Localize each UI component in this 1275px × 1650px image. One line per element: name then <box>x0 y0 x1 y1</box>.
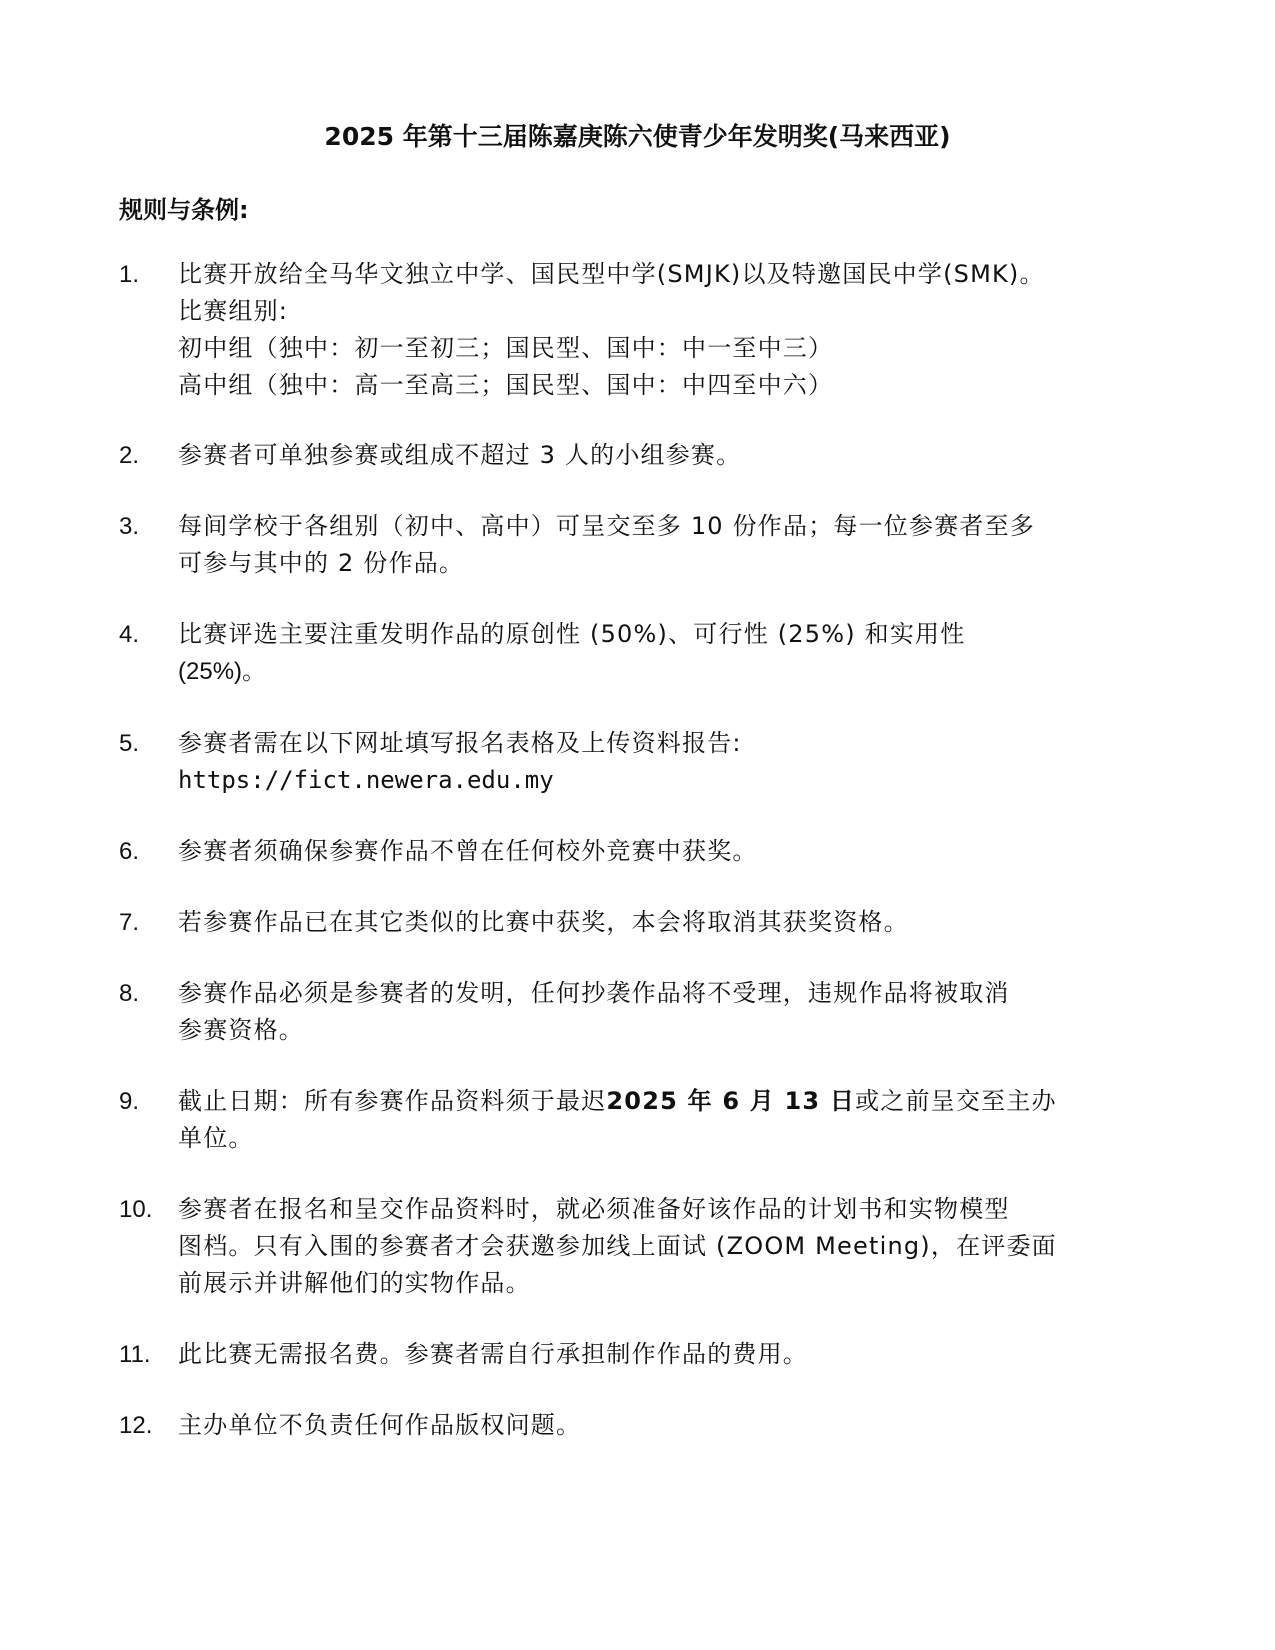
rule-item-1 <box>119 256 1169 404</box>
rule-line: 比赛组别: <box>178 297 289 325</box>
rule-item-10 <box>119 1191 1169 1302</box>
rule-text <box>178 616 1168 690</box>
rule-line: 参赛者在报名和呈交作品资料时，就必须准备好该作品的计划书和实物模型 <box>178 1195 1010 1223</box>
rule-text <box>178 833 1168 870</box>
rule-line: 参赛者须确保参赛作品不曾在任何校外竞赛中获奖。 <box>178 837 758 865</box>
rule-text <box>178 1191 1168 1302</box>
rule-line: 高中组（独中：高一至高三；国民型、国中：中四至中六） <box>178 371 834 399</box>
rule-text <box>178 256 1168 404</box>
deadline-suffix: 或之前呈交至主办 <box>855 1087 1057 1115</box>
rule-item-7 <box>119 904 1169 941</box>
rule-item-11 <box>119 1336 1169 1373</box>
rule-line: 参赛资格。 <box>178 1016 304 1044</box>
page-title: 2025 年第十三届陈嘉庚陈六使青少年发明奖(马来西亚) <box>324 122 951 151</box>
rule-text <box>178 1083 1168 1157</box>
rule-line: 比赛评选主要注重发明作品的原创性 (50%)、可行性 (25%) 和实用性 <box>178 620 966 648</box>
rule-item-5 <box>119 725 1169 799</box>
rule-line <box>178 1083 1168 1120</box>
rule-item-8 <box>119 975 1169 1049</box>
registration-url: https://fict.newera.edu.my <box>178 766 554 794</box>
rule-text <box>178 1336 1168 1373</box>
rule-item-3 <box>119 508 1169 582</box>
rule-number: 9. <box>119 1088 140 1115</box>
section-heading: 规则与条例: <box>119 196 249 224</box>
rule-line: 前展示并讲解他们的实物作品。 <box>178 1269 531 1297</box>
rule-number: 6. <box>119 838 140 865</box>
rule-line: 可参与其中的 2 份作品。 <box>178 549 465 577</box>
rule-line: 参赛作品必须是参赛者的发明，任何抄袭作品将不受理，违规作品将被取消 <box>178 979 1010 1007</box>
rule-text <box>178 1407 1168 1444</box>
rule-line: 参赛者需在以下网址填写报名表格及上传资料报告: <box>178 729 742 757</box>
rule-number: 10. <box>119 1196 153 1223</box>
rule-number: 8. <box>119 980 140 1007</box>
rule-number: 7. <box>119 909 140 936</box>
rule-line: (25%)。 <box>178 658 267 685</box>
rule-item-4 <box>119 616 1169 690</box>
rule-item-9 <box>119 1083 1169 1157</box>
rule-text <box>178 725 1168 799</box>
rule-number: 1. <box>119 261 140 288</box>
rule-line: 每间学校于各组别（初中、高中）可呈交至多 10 份作品；每一位参赛者至多 <box>178 512 1035 540</box>
rule-line: 图档。只有入围的参赛者才会获邀参加线上面试 (ZOOM Meeting)，在评委面 <box>178 1232 1057 1260</box>
rule-text <box>178 904 1168 941</box>
rule-number: 5. <box>119 730 140 757</box>
rule-item-12 <box>119 1407 1169 1444</box>
rule-text <box>178 975 1168 1049</box>
rule-line: 比赛开放给全马华文独立中学、国民型中学(SMJK)以及特邀国民中学(SMK)。 <box>178 260 1045 288</box>
rule-item-6 <box>119 833 1169 870</box>
rule-line: 单位。 <box>178 1124 254 1152</box>
deadline-date: 2025 年 6 月 13 日 <box>606 1087 856 1115</box>
rule-item-2 <box>119 437 1169 474</box>
rule-line: 此比赛无需报名费。参赛者需自行承担制作作品的费用。 <box>178 1340 808 1368</box>
rule-number: 11. <box>119 1341 151 1368</box>
rule-number: 2. <box>119 442 140 469</box>
rule-line: 主办单位不负责任何作品版权问题。 <box>178 1411 582 1439</box>
rule-number: 4. <box>119 621 140 648</box>
rule-text <box>178 508 1168 582</box>
rule-text <box>178 437 1168 474</box>
rule-number: 12. <box>119 1412 153 1439</box>
rule-line: 初中组（独中：初一至初三；国民型、国中：中一至中三） <box>178 334 834 362</box>
rule-line: 参赛者可单独参赛或组成不超过 3 人的小组参赛。 <box>178 441 742 469</box>
rule-line: 若参赛作品已在其它类似的比赛中获奖，本会将取消其获奖资格。 <box>178 908 909 936</box>
deadline-prefix: 截止日期：所有参赛作品资料须于最迟 <box>178 1087 607 1115</box>
rule-number: 3. <box>119 513 140 540</box>
